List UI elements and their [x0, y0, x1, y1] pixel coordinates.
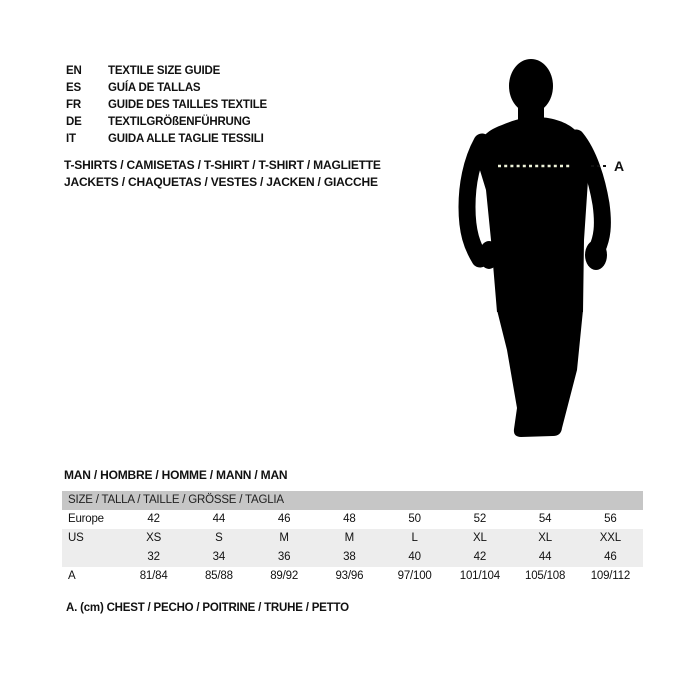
silhouette-left-hand — [479, 241, 499, 269]
language-title: TEXTILE SIZE GUIDE — [108, 65, 221, 77]
size-cell: XL — [538, 532, 552, 544]
size-cell: 54 — [538, 513, 552, 525]
size-cell: 109/112 — [590, 570, 631, 582]
size-cell: XL — [473, 532, 487, 544]
size-cell: M — [279, 532, 289, 544]
language-code: IT — [66, 133, 76, 145]
size-cell: 38 — [343, 551, 356, 563]
size-cell: L — [411, 532, 418, 544]
row-label — [62, 548, 121, 567]
language-title: GUIDE DES TAILLES TEXTILE — [108, 99, 267, 111]
size-cell: 50 — [408, 513, 421, 525]
size-cell: 32 — [147, 551, 160, 563]
table-row-chest-a — [62, 567, 643, 586]
size-cell: 89/92 — [270, 570, 299, 582]
man-silhouette-figure — [440, 40, 680, 460]
language-row-de — [66, 114, 267, 131]
row-label: A — [68, 570, 76, 582]
size-cell: S — [215, 532, 223, 544]
size-cell: 42 — [473, 551, 487, 563]
size-cell: 42 — [147, 513, 160, 525]
size-cell: 56 — [604, 513, 617, 525]
size-cell: 36 — [277, 551, 291, 563]
silhouette-torso — [475, 117, 588, 312]
silhouette-legs — [497, 310, 583, 437]
table-row-numeric — [62, 548, 643, 567]
measurement-footnote: A. (cm) CHEST / PECHO / POITRINE / TRUHE / PETTO — [66, 602, 349, 614]
language-row-fr — [66, 97, 267, 114]
size-cell: 85/88 — [204, 570, 233, 582]
size-cell: 52 — [473, 513, 487, 525]
product-types — [64, 157, 381, 191]
size-cell: 48 — [343, 513, 356, 525]
row-label: US — [68, 532, 84, 544]
language-title: GUÍA DE TALLAS — [108, 82, 201, 94]
size-cell: 81/84 — [139, 570, 168, 582]
size-cell: 97/100 — [397, 570, 432, 582]
table-row-europe — [62, 510, 643, 529]
language-row-it — [66, 131, 267, 148]
size-table — [62, 491, 643, 586]
table-row-us — [62, 529, 643, 548]
size-cell: 101/104 — [459, 570, 500, 582]
size-cell: 44 — [538, 551, 552, 563]
size-cell: 105/108 — [525, 570, 566, 582]
size-cell: M — [344, 532, 355, 544]
size-cell: 46 — [604, 551, 617, 563]
product-line-tshirts: T-SHIRTS / CAMISETAS / T-SHIRT / T-SHIRT / MAGLIETTE — [64, 158, 381, 172]
product-line-jackets: JACKETS / CHAQUETAS / VESTES / JACKEN / GIACCHE — [64, 175, 378, 189]
size-cell: 46 — [277, 513, 291, 525]
language-code: DE — [66, 116, 82, 128]
language-code: FR — [66, 99, 81, 111]
silhouette-left-arm — [467, 142, 482, 259]
language-code: EN — [66, 65, 82, 77]
size-cell: 44 — [212, 513, 226, 525]
table-header-size: SIZE / TALLA / TAILLE / GRÖSSE / TAGLIA — [62, 491, 643, 510]
silhouette-right-hand — [585, 240, 607, 270]
size-cell: XS — [146, 532, 162, 544]
language-row-en — [66, 63, 267, 80]
measure-label-a: A — [614, 158, 624, 174]
size-cell: 40 — [408, 551, 421, 563]
row-label: Europe — [68, 513, 104, 525]
language-code: ES — [66, 82, 81, 94]
language-row-es — [66, 80, 267, 97]
size-cell: 34 — [212, 551, 226, 563]
language-title: TEXTILGRÖßENFÜHRUNG — [108, 116, 251, 128]
size-cell: XXL — [599, 532, 621, 544]
language-list — [66, 63, 267, 148]
size-cell: 93/96 — [335, 570, 364, 582]
section-heading-man: MAN / HOMBRE / HOMME / MANN / MAN — [64, 468, 288, 482]
language-title: GUIDA ALLE TAGLIE TESSILI — [108, 133, 264, 145]
man-silhouette-svg — [440, 40, 680, 460]
